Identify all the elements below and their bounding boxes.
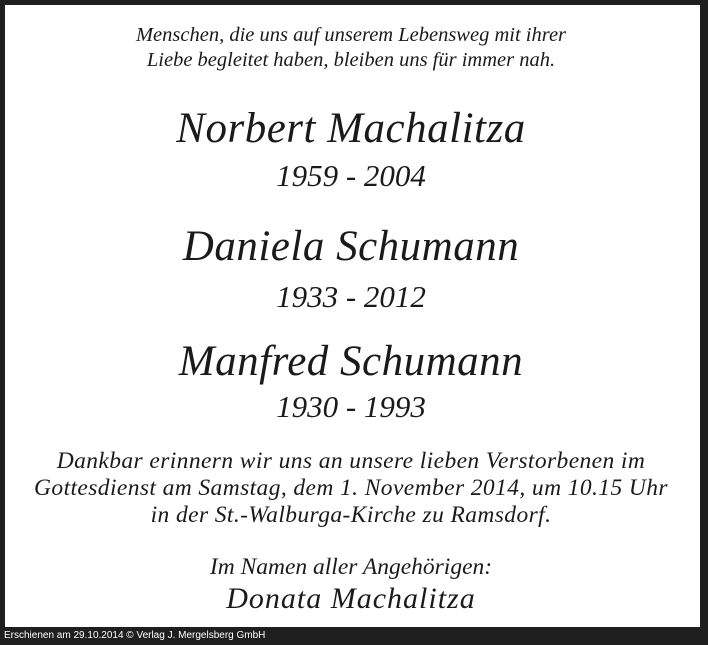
intro-line-2: Liebe begleitet haben, bleiben uns für immer nah. <box>146 49 556 71</box>
person-name-3: Manfred Schumann <box>178 338 524 385</box>
intro-line-1: Menschen, die uns auf unserem Lebensweg mit ihrer <box>135 24 567 46</box>
person-years-2: 1933 - 2012 <box>276 279 426 314</box>
person-name-1: Norbert Machalitza <box>176 105 526 152</box>
message-line-1: Dankbar erinnern wir uns an unsere lieben Verstorbenen im <box>56 448 646 474</box>
message-line-2: Gottesdienst am Samstag, dem 1. November 2014, um 10.15 Uhr <box>34 475 668 501</box>
publication-footer: Erschienen am 29.10.2014 © Verlag J. Mergelsberg GmbH <box>0 627 708 645</box>
signature-label: Im Namen aller Angehörigen: <box>209 554 493 580</box>
person-name-2: Daniela Schumann <box>182 223 520 270</box>
person-years-1: 1959 - 2004 <box>276 158 426 193</box>
obituary-content <box>10 10 692 627</box>
signature-name: Donata Machalitza <box>226 582 476 615</box>
person-years-3: 1930 - 1993 <box>276 389 426 424</box>
message-line-3: in der St.-Walburga-Kirche zu Ramsdorf. <box>150 502 552 528</box>
